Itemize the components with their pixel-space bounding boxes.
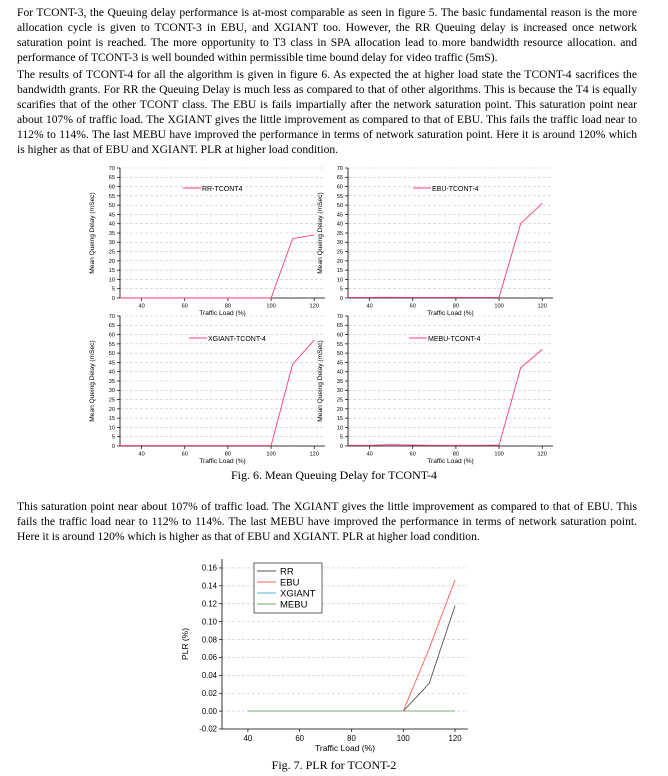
y-tick-label: 0.12 — [201, 599, 217, 609]
legend — [183, 186, 243, 193]
y-tick-label: 60 — [108, 184, 115, 191]
paragraph-saturation: This saturation point near about 107% of traffic load. The XGIANT gives the little improvement as compared to that of EBU. This fails the traffic load near to 112% to 114%. The last MEBU have improved the performance in terms of network saturation point. Here it is around 120% which is higher as that of EBU and XGIANT. PLR at higher load condition. — [17, 500, 637, 543]
y-axis-label: Mean Queing Delay (mSec) — [89, 340, 96, 422]
y-tick-label: 70 — [108, 165, 115, 172]
legend — [254, 563, 322, 613]
y-tick-label: 0.04 — [201, 671, 217, 681]
paragraph-tcont3: For TCONT-3, the Queuing delay performance is at-most comparable as seen in figure 5. The basic fundamental reason is the more allocation cycle is given to TCONT-3 in EBU, and XGIANT too. However, the RR Queuing delay is increased once network saturation point is reached. The more opportunity to T3 class in SPA allocation lead to more bandwidth resource allocation. and performance of TCONT-3 is well bounded within permissible time bound delay for video traffic (5mS). — [17, 6, 637, 64]
y-tick-label: 40 — [336, 369, 343, 376]
y-tick-label: 70 — [336, 165, 343, 172]
x-tick-label: 100 — [396, 733, 410, 743]
y-tick-label: 65 — [336, 323, 343, 330]
chart-4 — [180, 559, 468, 753]
y-tick-label: 50 — [108, 351, 115, 358]
legend — [413, 186, 479, 193]
y-tick-label: 0.14 — [201, 581, 217, 591]
y-tick-label: 70 — [108, 313, 115, 320]
chart-1 — [317, 166, 553, 317]
y-tick-label: 55 — [108, 341, 115, 348]
y-tick-label: 0.06 — [201, 653, 217, 663]
series-line-mebu-tcont-4 — [348, 349, 542, 445]
y-tick-label: 45 — [108, 360, 115, 367]
y-tick-label: 25 — [336, 397, 343, 404]
y-tick-label: 20 — [336, 406, 343, 413]
y-tick-label: 40 — [108, 369, 115, 376]
legend-entry: RR — [280, 566, 294, 578]
legend-entry: EBU-TCONT-4 — [432, 186, 479, 193]
y-tick-label: 60 — [336, 332, 343, 339]
x-tick-label: 100 — [494, 303, 504, 310]
x-tick-label: 40 — [366, 451, 373, 458]
y-tick-label: 30 — [108, 388, 115, 395]
y-tick-label: 40 — [336, 221, 343, 228]
x-axis-label: Traffic Load (%) — [199, 310, 246, 317]
series-line-ebu-tcont-4 — [348, 203, 542, 297]
y-tick-label: 40 — [108, 221, 115, 228]
y-tick-label: 60 — [108, 332, 115, 339]
legend-entry: MEBU-TCONT-4 — [428, 336, 481, 343]
y-tick-label: 30 — [108, 240, 115, 247]
x-tick-label: 60 — [181, 451, 188, 458]
legend-entry: XGIANT-TCONT-4 — [208, 336, 266, 343]
x-tick-label: 80 — [452, 303, 460, 310]
x-axis-label: Traffic Load (%) — [427, 458, 474, 465]
x-tick-label: 120 — [448, 733, 462, 743]
y-tick-label: 5 — [339, 434, 343, 441]
chart-0 — [89, 166, 325, 317]
x-tick-label: 100 — [266, 451, 276, 458]
figure-6-charts — [0, 160, 668, 470]
chart-2 — [89, 314, 325, 465]
x-tick-label: 100 — [266, 303, 276, 310]
y-tick-label: 30 — [336, 240, 343, 247]
y-tick-label: 5 — [339, 286, 343, 293]
x-tick-label: 80 — [452, 451, 460, 458]
y-tick-label: 30 — [336, 388, 343, 395]
y-tick-label: 20 — [108, 258, 115, 265]
x-tick-label: 80 — [224, 451, 232, 458]
y-tick-label: 45 — [336, 360, 343, 367]
y-axis-label: Mean Queing Delay (mSec) — [317, 192, 324, 274]
y-tick-label: 0.10 — [201, 617, 217, 627]
legend — [409, 336, 481, 343]
y-tick-label: 5 — [111, 286, 115, 293]
y-tick-label: 5 — [111, 434, 115, 441]
y-axis-label: Mean Queing Delay (mSec) — [317, 340, 324, 422]
y-tick-label: 65 — [108, 175, 115, 182]
series-line-xgiant-tcont-4 — [120, 340, 314, 446]
y-tick-label: 0 — [111, 295, 115, 302]
y-tick-label: 0.00 — [201, 706, 217, 716]
y-tick-label: 15 — [108, 416, 115, 423]
x-tick-label: 80 — [347, 733, 356, 743]
y-tick-label: 70 — [336, 313, 343, 320]
y-tick-label: 60 — [336, 184, 343, 191]
y-tick-label: 50 — [108, 203, 115, 210]
y-tick-label: 50 — [336, 351, 343, 358]
x-axis-label: Traffic Load (%) — [199, 458, 246, 465]
y-tick-label: 35 — [336, 230, 343, 237]
y-tick-label: 15 — [336, 416, 343, 423]
legend-entry: RR-TCONT4 — [202, 186, 243, 193]
y-axis-label: Mean Queing Delay (mSec) — [89, 192, 96, 274]
x-tick-label: 60 — [409, 303, 416, 310]
y-tick-label: 35 — [336, 378, 343, 385]
x-tick-label: 80 — [224, 303, 232, 310]
x-axis-label: Traffic Load (%) — [315, 743, 375, 753]
x-tick-label: 120 — [537, 303, 547, 310]
x-tick-label: 40 — [243, 733, 253, 743]
chart-3 — [317, 314, 553, 465]
legend — [189, 336, 266, 343]
y-tick-label: 45 — [336, 212, 343, 219]
y-tick-label: 35 — [108, 378, 115, 385]
x-tick-label: 120 — [537, 451, 547, 458]
y-tick-label: 65 — [108, 323, 115, 330]
y-tick-label: 50 — [336, 203, 343, 210]
y-tick-label: 65 — [336, 175, 343, 182]
y-tick-label: 10 — [108, 277, 115, 284]
y-tick-label: 10 — [108, 425, 115, 432]
x-tick-label: 60 — [409, 451, 416, 458]
y-tick-label: 15 — [108, 268, 115, 275]
x-tick-label: 60 — [181, 303, 188, 310]
y-tick-label: 55 — [336, 193, 343, 200]
paragraph-tcont4: The results of TCONT-4 for all the algorithm is given in figure 6. As expected the at higher load state the TCONT-4 sacrifices the bandwidth grants. For RR the Queuing Delay is much less as compared to that of other algorithms. This is because the T4 is equally scarifies that of the other TCONT class. The EBU is fails impartially after the network saturation point. This saturation point near about 107% of traffic load. The XGIANT gives the little improvement as compared to that of EBU. This fails the traffic load near to 112% to 114%. The last MEBU have improved the performance in terms of network saturation point. Here it is around 120% which is higher as that of EBU and XGIANT. PLR at higher load condition. — [17, 68, 637, 156]
y-tick-label: 0.16 — [201, 563, 217, 573]
y-tick-label: 25 — [108, 249, 115, 256]
y-tick-label: 10 — [336, 277, 343, 284]
legend-entry: XGIANT — [280, 588, 316, 600]
figure-7-chart — [0, 555, 668, 757]
y-tick-label: 25 — [336, 249, 343, 256]
figure-6-caption: Fig. 6. Mean Queuing Delay for TCONT-4 — [231, 468, 437, 482]
x-tick-label: 40 — [138, 303, 145, 310]
x-tick-label: 120 — [309, 303, 319, 310]
legend-entry: MEBU — [280, 599, 308, 611]
y-tick-label: 10 — [336, 425, 343, 432]
y-tick-label: 20 — [336, 258, 343, 265]
x-tick-label: 40 — [366, 303, 373, 310]
y-tick-label: -0.02 — [199, 724, 217, 734]
legend-entry: EBU — [280, 577, 300, 589]
y-tick-label: 0 — [339, 295, 343, 302]
figure-7-caption: Fig. 7. PLR for TCONT-2 — [271, 758, 397, 772]
y-tick-label: 0.02 — [201, 688, 217, 698]
x-tick-label: 40 — [138, 451, 145, 458]
x-axis-label: Traffic Load (%) — [427, 310, 474, 317]
y-tick-label: 55 — [108, 193, 115, 200]
y-tick-label: 35 — [108, 230, 115, 237]
y-tick-label: 45 — [108, 212, 115, 219]
y-tick-label: 0 — [339, 443, 343, 450]
y-tick-label: 0 — [111, 443, 115, 450]
y-tick-label: 25 — [108, 397, 115, 404]
x-tick-label: 100 — [494, 451, 504, 458]
y-tick-label: 55 — [336, 341, 343, 348]
y-axis-label: PLR (%) — [180, 627, 190, 661]
y-tick-label: 0.08 — [201, 635, 217, 645]
x-tick-label: 120 — [309, 451, 319, 458]
y-tick-label: 20 — [108, 406, 115, 413]
x-tick-label: 60 — [295, 733, 305, 743]
y-tick-label: 15 — [336, 268, 343, 275]
